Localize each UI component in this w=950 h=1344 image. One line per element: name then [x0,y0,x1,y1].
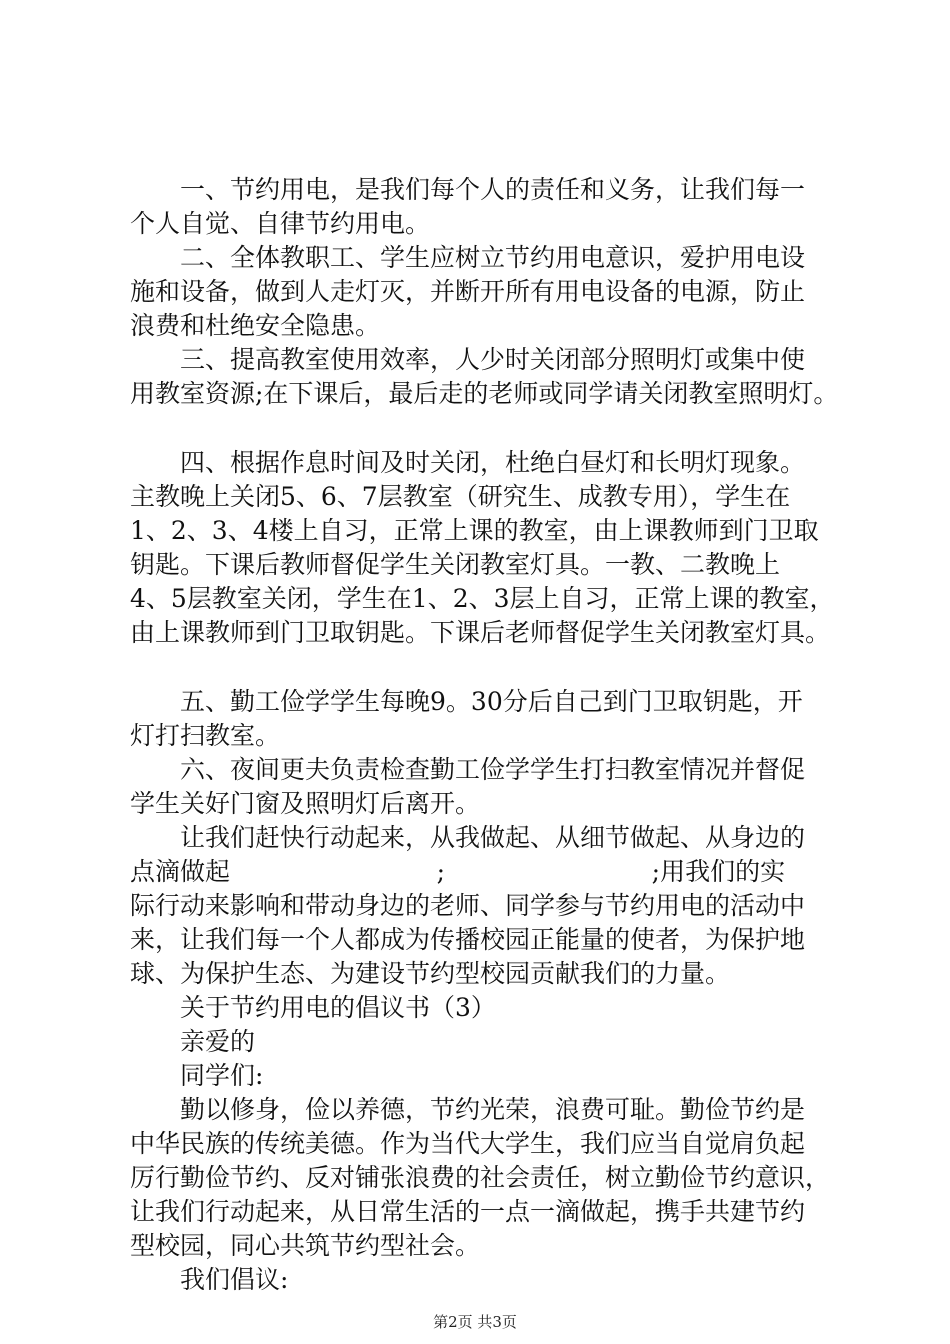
paragraph-1-line-1: 一、节约用电，是我们每个人的责任和义务，让我们每一 [180,175,806,204]
paragraph-4-line-4: 钥匙。下课后教师督促学生关闭教室灯具。一教、二教晚上 [130,550,781,579]
proposal-intro: 我们倡议: [180,1265,289,1294]
salutation-line-2: 同学们: [180,1061,264,1090]
paragraph-7-line-4: 来，让我们每一个人都成为传播校园正能量的使者，为保护地 [130,925,806,954]
paragraph-6-line-1: 六、夜间更夫负责检查勤工俭学学生打扫教室情况并督促 [180,755,806,784]
page-number-footer: 第2页 共3页 [433,1313,517,1331]
paragraph-2-line-2: 施和设备，做到人走灯灭，并断开所有用电设备的电源，防止 [130,277,806,306]
paragraph-1-line-2: 个人自觉、自律节约用电。 [130,209,431,238]
paragraph-7-line-1: 让我们赶快行动起来，从我做起、从细节做起、从身边的 [180,823,806,852]
paragraph-2-line-3: 浪费和杜绝安全隐患。 [130,311,381,340]
paragraph-8-line-4: 让我们行动起来，从日常生活的一点一滴做起，携手共建节约 [130,1197,806,1226]
paragraph-6-line-2: 学生关好门窗及照明灯后离开。 [130,789,481,818]
paragraph-5-line-1: 五、勤工俭学学生每晚9。30分后自己到门卫取钥匙，开 [180,687,803,716]
paragraph-8-line-5: 型校园，同心共筑节约型社会。 [130,1231,481,1260]
paragraph-4-line-5: 4、5层教室关闭，学生在1、2、3层上自习，正常上课的教室， [130,584,835,613]
paragraph-7-line-3: 际行动来影响和带动身边的老师、同学参与节约用电的活动中 [130,891,806,920]
paragraph-7-line-5: 球、为保护生态、为建设节约型校园贡献我们的力量。 [130,959,731,988]
paragraph-7-line-2: 点滴做起 ; ;用我们的实 [130,857,786,886]
paragraph-3-line-1: 三、提高教室使用效率，人少时关闭部分照明灯或集中使 [180,345,806,374]
paragraph-8-line-1: 勤以修身，俭以养德，节约光荣，浪费可耻。勤俭节约是 [180,1095,806,1124]
paragraph-3-line-2: 用教室资源;在下课后，最后走的老师或同学请关闭教室照明灯。 [130,379,839,408]
paragraph-4-line-6: 由上课教师到门卫取钥匙。下课后老师督促学生关闭教室灯具。 [130,618,831,647]
paragraph-8-line-3: 厉行勤俭节约、反对铺张浪费的社会责任，树立勤俭节约意识， [130,1163,831,1192]
paragraph-5-line-2: 灯打扫教室。 [130,721,281,750]
salutation-line-1: 亲爱的 [180,1027,256,1056]
paragraph-2-line-1: 二、全体教职工、学生应树立节约用电意识，爱护用电设 [180,243,806,272]
section-heading: 关于节约用电的倡议书（3） [180,993,496,1022]
paragraph-4-line-2: 主教晚上关闭5、6、7层教室（研究生、成教专用），学生在 [130,482,791,511]
paragraph-8-line-2: 中华民族的传统美德。作为当代大学生，我们应当自觉肩负起 [130,1129,806,1158]
paragraph-4-line-1: 四、根据作息时间及时关闭，杜绝白昼灯和长明灯现象。 [180,448,806,477]
paragraph-4-line-3: 1、2、3、4楼上自习，正常上课的教室，由上课教师到门卫取 [130,516,819,545]
